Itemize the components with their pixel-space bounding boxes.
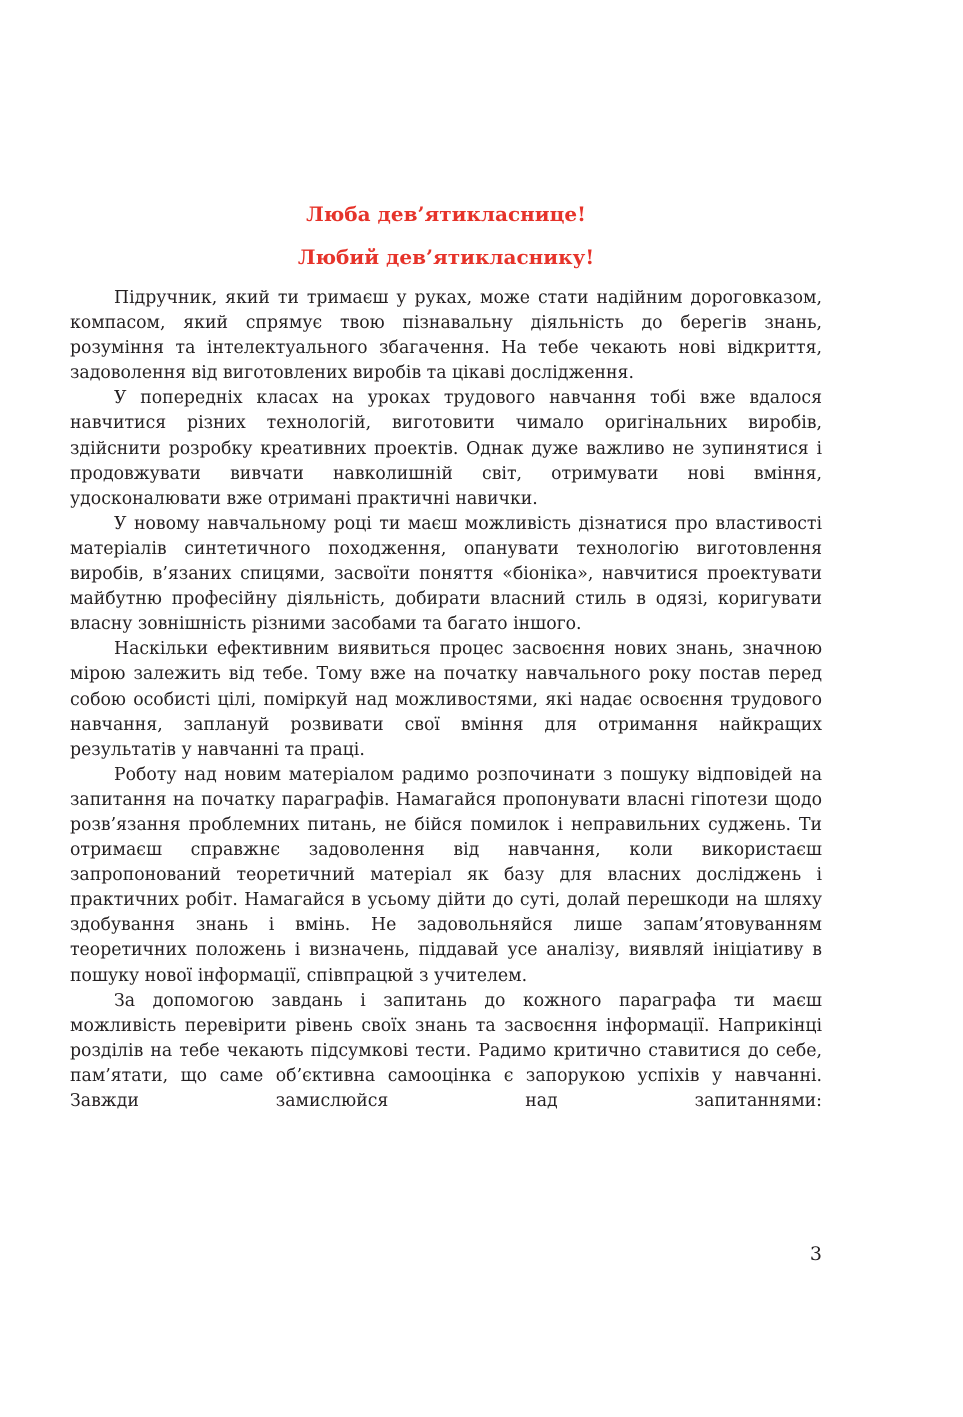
page-number: 3	[809, 1243, 822, 1265]
paragraph-self-check: За допомогою завдань і запитань до кожного параграфа ти маєш можливість перевірити рівень своїх знань та засвоєння інформації. Наприкінці розділів на тебе чекають підсумкові тести. Радимо критично ставитися до себе, пам’ятати, що саме об’єктивна самооцінка є запорукою успіхів у навчанні. Завжди замислюйся над запитаннями:	[70, 990, 822, 1111]
paragraph-intro: Підручник, який ти тримаєш у руках, може стати надійним дороговказом, компасом, який спрямує твою пізнавальну діяльність до берегів знань, розуміння та інтелектуального збагачення. На тебе чекають нові відкриття, задоволення від виготовлених виробів та цікаві дослідження.	[70, 288, 822, 384]
paragraph-new-year: У новому навчальному році ти маєш можливість дізнатися про властивості матеріалів синтетичного походження, опанувати технологію виготовлення виробів, в’язаних спицями, засвоїти поняття «біоніка», навчитися проектувати майбутню професійну діяльність, добирати власний стиль в одязі, коригувати власну зовнішність різними засобами та багато іншого.	[70, 513, 822, 635]
greeting-heading-female: Люба дев’ятикласнице!	[306, 202, 586, 226]
paragraph-previous-classes: У попередніх класах на уроках трудового навчання тобі вже вдалося навчитися різних технологій, виготовити чимало оригінальних виробів, здійснити розробку креативних проектів. Однак дуже важливо не зупинятися і продовжувати вивчати навколишній світ, отримувати нові вміння, удосконалювати вже отримані практичні навички.	[70, 388, 822, 509]
body-text	[70, 286, 822, 1114]
paragraph-work-method: Роботу над новим матеріалом радимо розпочинати з пошуку відповідей на запитання на початку параграфів. Намагайся пропонувати власні гіпотези щодо розв’язання проблемних питань, не бійся помилок і неправильних суджень. Ти отримаєш справжнє задоволення від навчання, коли використаєш запропонований теоретичний матеріал як базу для власних досліджень і практичних робіт. Намагайся в усьому дійти до суті, долай перешкоди на шляху здобування знань і вмінь. Не задовольняйся лише запам’ятовуванням теоретичних положень і визначень, піддавай усе аналізу, виявляй ініціативу в пошуку нової інформації, співпрацюй з учителем.	[70, 764, 822, 986]
greeting-heading-male: Любий дев’ятикласнику!	[297, 245, 595, 269]
paragraph-effectiveness: Наскільки ефективним виявиться процес засвоєння нових знань, значною мірою залежить від тебе. Тому вже на початку навчального року постав перед собою особисті цілі, поміркуй над можливостями, які надає освоєння трудового навчання, заплануй розвивати свої вміння для отримання найкращих результатів у навчанні та праці.	[70, 639, 822, 760]
